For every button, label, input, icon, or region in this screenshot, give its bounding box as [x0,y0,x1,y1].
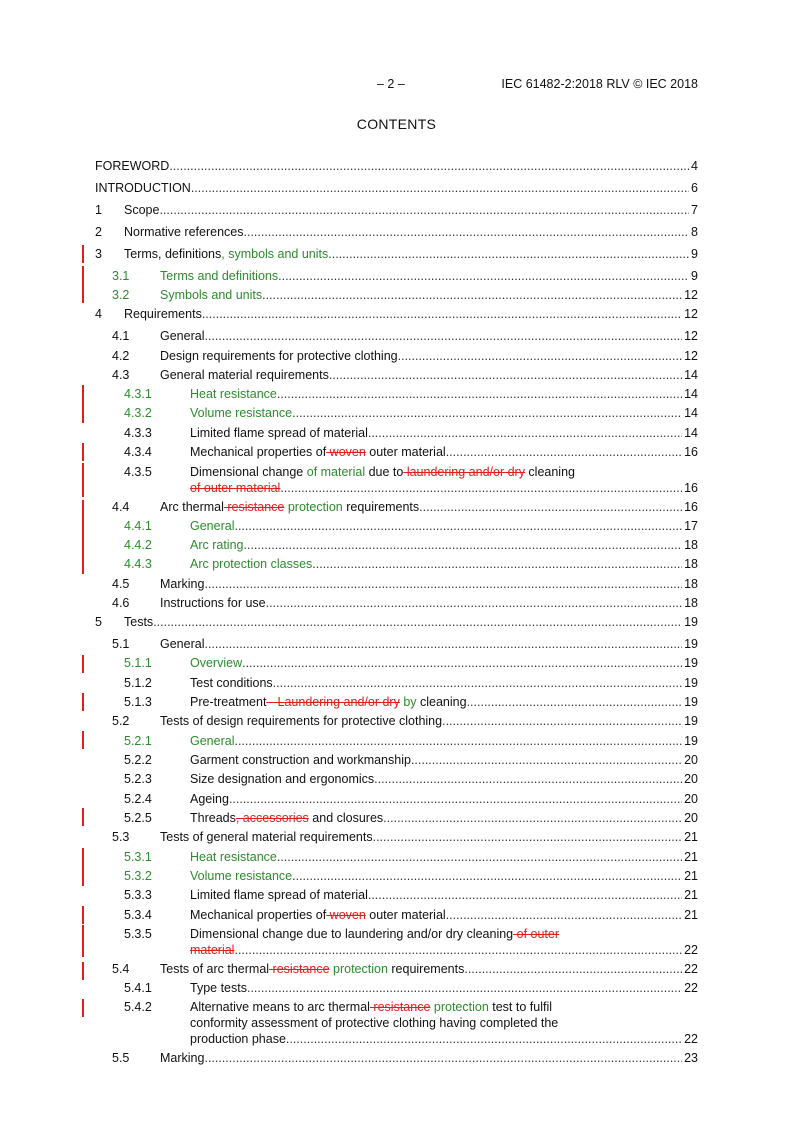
toc-entry-4-4-1[interactable]: 4.4.1 General ..... 17 [95,518,698,534]
toc-entry-5-3-4[interactable]: 5.3.4 Mechanical properties of woven outer material ..... 21 [95,907,698,923]
change-bar [82,906,84,924]
toc-entry-4-4-2[interactable]: 4.4.2 Arc rating ..... 18 [95,537,698,553]
change-bar [82,245,84,263]
change-bar [82,962,84,980]
change-bar [82,925,84,957]
toc-entry-5-1[interactable]: 5.1 General ..... 19 [95,636,698,652]
toc-entry-4-4[interactable]: 4.4 Arc thermal resistance protection requirements ..... 16 [95,499,698,515]
toc-entry-5-3-3[interactable]: 5.3.3 Limited flame spread of material ..... 21 [95,887,698,903]
toc-entry-4[interactable]: 4 Requirements ..... 12 [95,306,698,322]
change-bar [82,999,84,1017]
toc-entry-5-3[interactable]: 5.3 Tests of general material requirements ..... 21 [95,829,698,845]
change-bar [82,731,84,749]
toc-entry-4-2[interactable]: 4.2 Design requirements for protective clothing ..... 12 [95,348,698,364]
toc-entry-5-1-1[interactable]: 5.1.1 Overview ..... 19 [95,655,698,671]
change-bar [82,443,84,461]
change-bar [82,848,84,886]
page-header [0,77,793,93]
toc-entry-4-4-3[interactable]: 4.4.3 Arc protection classes ..... 18 [95,556,698,572]
toc-entry-4-3-1[interactable]: 4.3.1 Heat resistance ..... 14 [95,386,698,402]
toc-entry-5-2-4[interactable]: 5.2.4 Ageing ..... 20 [95,791,698,807]
toc-entry-3-2[interactable]: 3.2 Symbols and units ..... 12 [95,287,698,303]
toc-entry-2[interactable]: 2 Normative references ..... 8 [95,224,698,240]
toc-entry-5-1-3[interactable]: 5.1.3 Pre-treatment - Laundering and/or dry by cleaning ..... 19 [95,694,698,710]
toc-entry-5-1-2[interactable]: 5.1.2 Test conditions ..... 19 [95,675,698,691]
toc-entry-5-5[interactable]: 5.5 Marking ..... 23 [95,1050,698,1066]
page-number: – 2 – [377,77,405,91]
document-reference: IEC 61482-2:2018 RLV © IEC 2018 [501,77,698,91]
toc-entry-4-3-2[interactable]: 4.3.2 Volume resistance ..... 14 [95,405,698,421]
toc-entry-3[interactable]: 3 Terms, definitions , symbols and units ..... 9 [95,246,698,262]
change-bar [82,463,84,497]
change-bar [82,808,84,826]
change-bar [82,655,84,673]
toc-entry-introduction[interactable]: INTRODUCTION ..... 6 [95,180,698,196]
toc-entry-5-4-1[interactable]: 5.4.1 Type tests ..... 22 [95,980,698,996]
toc-entry-4-3[interactable]: 4.3 General material requirements ..... 14 [95,367,698,383]
toc-entry-5[interactable]: 5 Tests ..... 19 [95,614,698,630]
toc-entry-5-2-5[interactable]: 5.2.5 Threads , accessories and closures ..... 20 [95,810,698,826]
toc-entry-foreword[interactable]: FOREWORD ..... 4 [95,158,698,174]
change-bar [82,518,84,574]
change-bar [82,266,84,303]
toc-entry-4-1[interactable]: 4.1 General ..... 12 [95,328,698,344]
toc-entry-5-2-3[interactable]: 5.2.3 Size designation and ergonomics ..... 20 [95,771,698,787]
toc-entry-5-3-1[interactable]: 5.3.1 Heat resistance ..... 21 [95,849,698,865]
toc-entry-4-3-4[interactable]: 4.3.4 Mechanical properties of woven outer material ..... 16 [95,444,698,460]
change-bar [82,385,84,423]
toc-entry-5-2[interactable]: 5.2 Tests of design requirements for protective clothing ..... 19 [95,713,698,729]
toc-entry-1[interactable]: 1 Scope ..... 7 [95,202,698,218]
toc-entry-4-5[interactable]: 4.5 Marking ..... 18 [95,576,698,592]
toc-entry-5-4[interactable]: 5.4 Tests of arc thermal resistance protection requirements ..... 22 [95,961,698,977]
toc-entry-4-6[interactable]: 4.6 Instructions for use ..... 18 [95,595,698,611]
change-bar [82,693,84,711]
change-bar [82,500,84,518]
page-title: CONTENTS [356,116,437,132]
toc-entry-5-2-1[interactable]: 5.2.1 General ..... 19 [95,733,698,749]
toc-entry-5-3-2[interactable]: 5.3.2 Volume resistance ..... 21 [95,868,698,884]
toc-entry-5-2-2[interactable]: 5.2.2 Garment construction and workmanship ..... 20 [95,752,698,768]
toc-entry-3-1[interactable]: 3.1 Terms and definitions ..... 9 [95,268,698,284]
toc-entry-4-3-3[interactable]: 4.3.3 Limited flame spread of material ..... 14 [95,425,698,441]
